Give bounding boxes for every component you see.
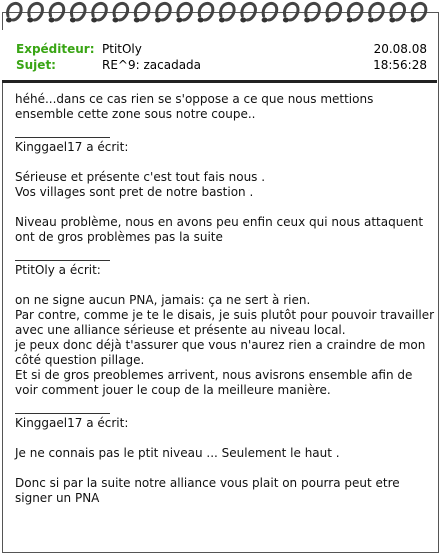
- message-line: je peux donc déjà t'assurer que vous n'aurez rien a craindre de mon côté question pillage.: [15, 338, 426, 367]
- spiral-ring: [219, 3, 234, 22]
- sender-name[interactable]: PtitOly: [102, 42, 142, 56]
- message-line: Sérieuse et présente c'est tout fais nous .: [15, 170, 266, 184]
- quote-divider: [15, 413, 110, 414]
- spiral-ring: [262, 3, 277, 22]
- message-time: 18:56:28: [373, 58, 427, 72]
- spiral-ring: [326, 3, 341, 22]
- quote-author: Kinggael17 a écrit:: [15, 416, 129, 430]
- spiral-ring: [411, 3, 426, 22]
- message-line: Et si de gros preoblemes arrivent, nous avisrons ensemble afin de voir comment jouer le coup de la meilleure manière.: [15, 368, 413, 397]
- spiral-ring: [368, 3, 383, 22]
- spiral-binding-icon: [3, 0, 439, 34]
- spiral-ring: [91, 3, 106, 22]
- quote-author: PtitOly a écrit:: [15, 263, 101, 277]
- spiral-ring: [49, 3, 64, 22]
- message-paragraph: [15, 293, 435, 398]
- message-line: Vos villages sont pret de notre bastion .: [15, 185, 254, 199]
- spiral-ring: [283, 3, 298, 22]
- spiral-ring: [155, 3, 170, 22]
- spiral-ring: [389, 3, 404, 22]
- subject-text: RE^9: zacadada: [102, 58, 202, 72]
- message-paragraph: Niveau problème, nous en avons peu enfin ceux qui nous attaquent ont de gros problèmes pas la suite: [15, 215, 424, 244]
- message-line: Par contre, comme je te le disais, je suis plutôt pour pouvoir travailler avec une alliance sérieuse et présente au niveau local.: [15, 308, 435, 337]
- subject-label: Sujet:: [16, 58, 56, 72]
- spiral-ring: [6, 3, 21, 22]
- message-paragraph: Je ne connais pas le ptit niveau ... Seulement le haut .: [15, 446, 340, 460]
- sender-label: Expéditeur:: [16, 42, 95, 56]
- spiral-ring: [304, 3, 319, 22]
- spiral-ring: [70, 3, 85, 22]
- spiral-ring: [240, 3, 255, 22]
- quote-author: Kinggael17 a écrit:: [15, 140, 129, 154]
- message-header: [2, 30, 437, 83]
- quote-divider: [15, 137, 110, 138]
- message-window: [1, 0, 439, 553]
- message-paragraph: héhé...dans ce cas rien se s'oppose a ce que nous mettions ensemble cette zone sous notre coupe..: [15, 92, 374, 121]
- spiral-ring: [347, 3, 362, 22]
- message-paragraph: Donc si par la suite notre alliance vous plait on pourra peut etre signer un PNA: [15, 476, 400, 505]
- message-paragraph: [15, 170, 435, 200]
- message-date: 20.08.08: [373, 42, 427, 56]
- quote-divider: [15, 260, 110, 261]
- spiral-ring: [27, 3, 42, 22]
- message-body: [15, 92, 435, 521]
- spiral-ring: [198, 3, 213, 22]
- message-line: on ne signe aucun PNA, jamais: ça ne sert à rien.: [15, 293, 311, 307]
- spiral-ring: [176, 3, 191, 22]
- spiral-ring: [134, 3, 149, 22]
- spiral-ring: [113, 3, 128, 22]
